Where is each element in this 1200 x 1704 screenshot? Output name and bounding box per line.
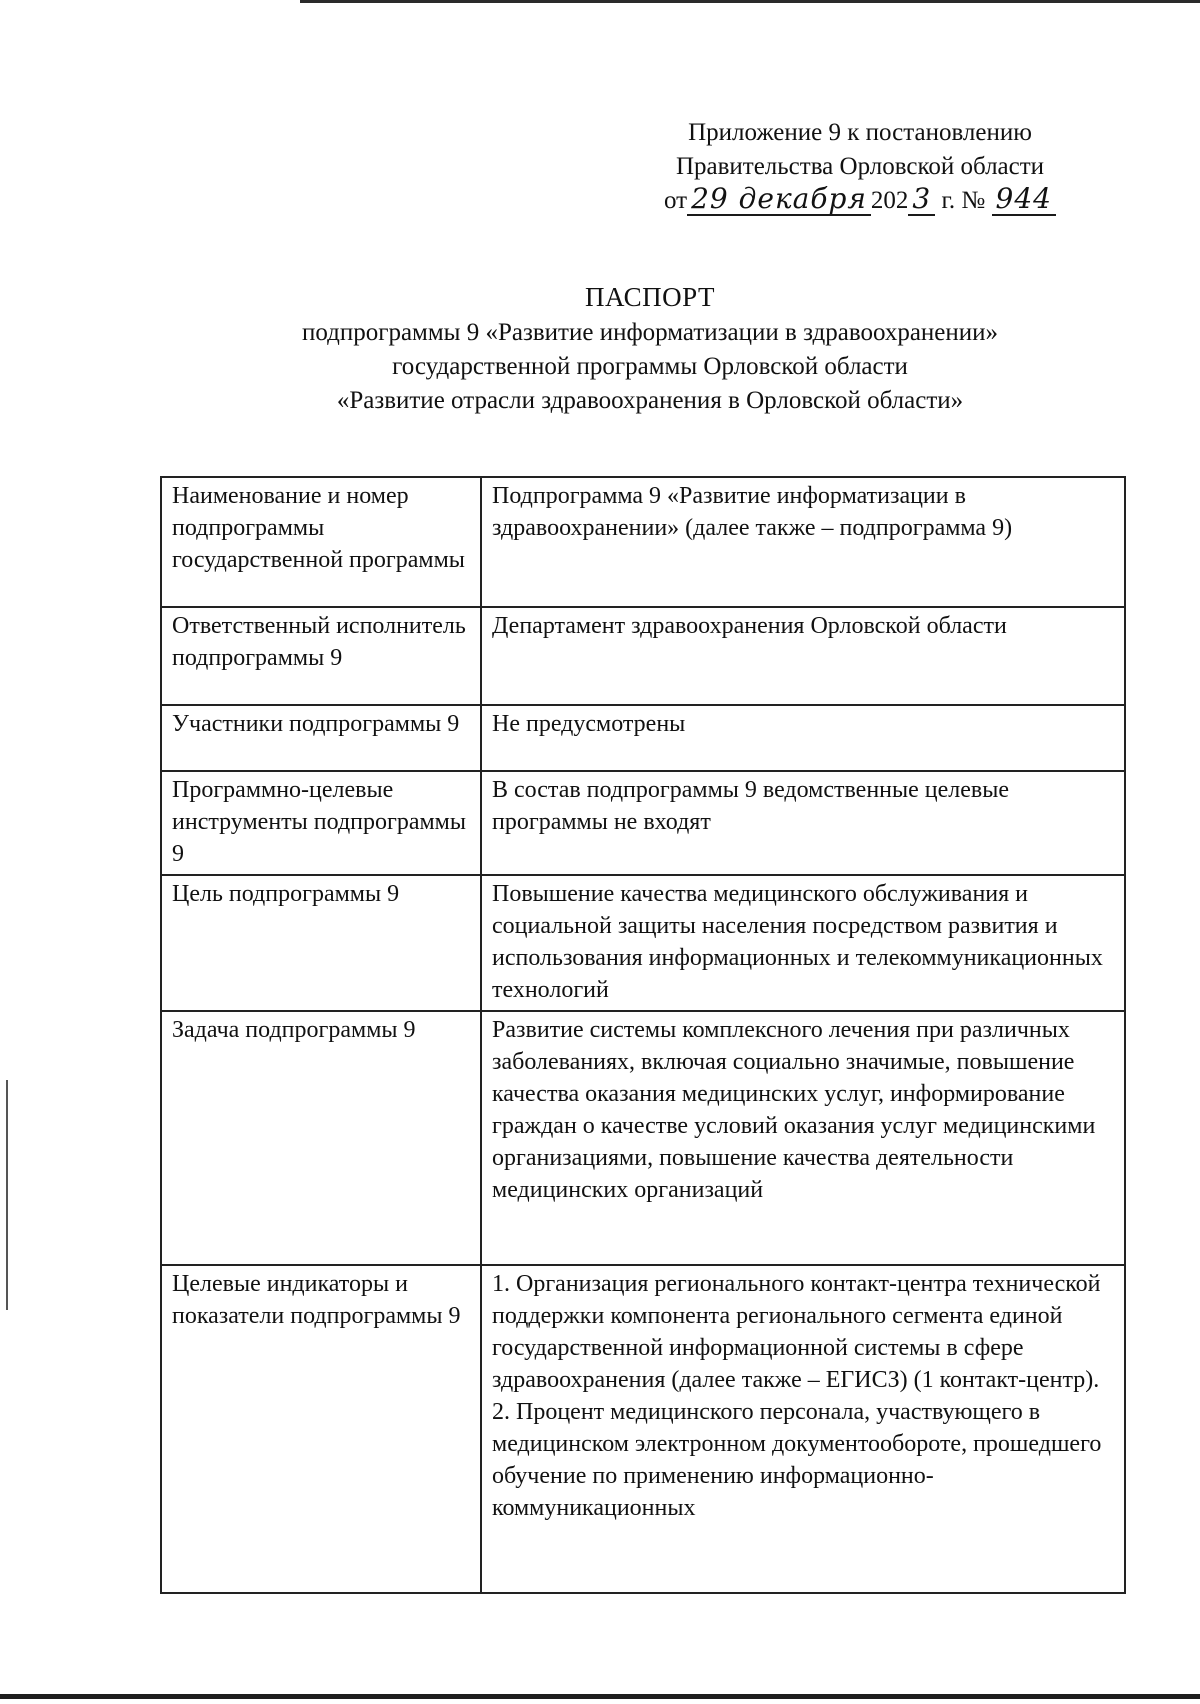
row-value: В состав подпрограммы 9 ведомственные целевые программы не входят bbox=[481, 771, 1125, 875]
handwritten-number: 944 bbox=[992, 184, 1056, 216]
table-row bbox=[161, 1265, 1125, 1593]
table-row bbox=[161, 477, 1125, 607]
row-value bbox=[481, 1265, 1125, 1593]
row-label: Задача подпрограммы 9 bbox=[161, 1011, 481, 1265]
year-prefix: 202 bbox=[870, 187, 909, 214]
title-line-3: «Развитие отрасли здравоохранения в Орловской области» bbox=[336, 387, 964, 414]
passport-table bbox=[160, 476, 1126, 1594]
table-row bbox=[161, 875, 1125, 1011]
date-prefix: от bbox=[664, 187, 688, 214]
document-title bbox=[150, 280, 1150, 418]
title-main: ПАСПОРТ bbox=[585, 282, 715, 312]
row-value: Развитие системы комплексного лечения при различных заболеваниях, включая социально значимые, повышение качества оказания медицинских услуг, информирование граждан о качестве условий оказания услуг медицинскими организациями, повышение качества деятельности медицинских организаций bbox=[481, 1011, 1125, 1265]
scan-edge-left bbox=[6, 1080, 8, 1310]
row-label: Наименование и номер подпрограммы государственной программы bbox=[161, 477, 481, 607]
number-prefix: г. № bbox=[941, 187, 986, 214]
annex-line-1: Приложение 9 к постановлению bbox=[688, 119, 1032, 146]
annex-date-line bbox=[600, 184, 1120, 218]
indicator-item-1: 1. Организация регионального контакт-центра технической поддержки компонента регионального сегмента единой государственной информационной системы в сфере здравоохранения (далее также – ЕГИСЗ) (1 контакт-центр). bbox=[492, 1271, 1101, 1393]
annex-header bbox=[600, 116, 1120, 218]
row-value: Департамент здравоохранения Орловской области bbox=[481, 607, 1125, 705]
annex-line-2: Правительства Орловской области bbox=[675, 153, 1045, 180]
row-label: Программно-целевые инструменты подпрограммы 9 bbox=[161, 771, 481, 875]
row-value: Не предусмотрены bbox=[481, 705, 1125, 771]
table-row bbox=[161, 705, 1125, 771]
row-label: Ответственный исполнитель подпрограммы 9 bbox=[161, 607, 481, 705]
row-value: Подпрограмма 9 «Развитие информатизации в здравоохранении» (далее также – подпрограмма 9) bbox=[481, 477, 1125, 607]
table-row bbox=[161, 771, 1125, 875]
row-label: Целевые индикаторы и показатели подпрограммы 9 bbox=[161, 1265, 481, 1593]
table-row bbox=[161, 1011, 1125, 1265]
table-row bbox=[161, 607, 1125, 705]
row-label: Цель подпрограммы 9 bbox=[161, 875, 481, 1011]
handwritten-year: 3 bbox=[908, 184, 935, 216]
title-line-1: подпрограммы 9 «Развитие информатизации в здравоохранении» bbox=[301, 319, 999, 346]
title-line-2: государственной программы Орловской области bbox=[392, 353, 908, 380]
row-label: Участники подпрограммы 9 bbox=[161, 705, 481, 771]
scan-edge-top bbox=[300, 0, 1200, 3]
indicator-item-2: 2. Процент медицинского персонала, участвующего в медицинском электронном документообороте, прошедшего обучение по применению информационно-коммуникационных bbox=[492, 1399, 1102, 1521]
row-value: Повышение качества медицинского обслуживания и социальной защиты населения посредством развития и использования информационных и телекоммуникационных технологий bbox=[481, 875, 1125, 1011]
scan-edge-bottom bbox=[0, 1694, 1200, 1699]
handwritten-date: 29 декабря bbox=[687, 184, 871, 216]
